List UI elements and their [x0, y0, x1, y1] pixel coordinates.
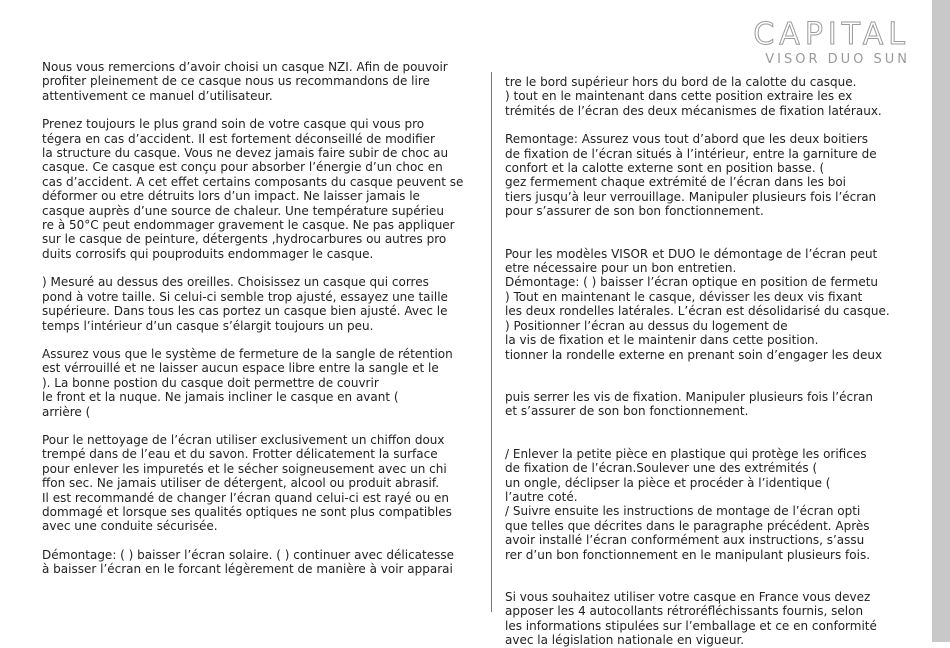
- left-column: [42, 60, 479, 577]
- cleaning-paragraph: Pour le nettoyage de l’écran utiliser exclusivement un chiffon doux trempé dans de l’eau et du savon. Frotter délicatement la surface pour enlever les impuretés et le sécher soigneusement avec un chi ffon sec. Ne jamais utiliser de détergent, alcool ou produit abrasif. Il est recommandé de changer l’écran quand celui-ci est rayé ou en dommagé et lorsque ses qualités optiques ne sont plus compatibles avec une conduite sécurisée.: [42, 432, 452, 534]
- strap-paragraph: Assurez vous que le système de fermeture de la sangle de rétention est vérrouillé et ne laisser aucun espace libre entre la sangle et le ). La bonne postion du casque doit permettre de couvrir le front et la nuque. Ne jamais incliner le casque en avant ( arrière (: [42, 346, 453, 419]
- brand-model: VISOR DUO SUN: [765, 52, 910, 67]
- brand-name: CAPITAL: [753, 17, 910, 52]
- column-divider: [491, 72, 492, 612]
- plastic-piece-paragraph: / Enlever la petite pièce en plastique qui protège les orifices de fixation de l’écran.Soulever une des extrémités ( un ongle, déclipser la pièce et procéder à l’identique ( l’autre coté. / Suivre ensuite les instructions de montage de l’écran opti que telles que décrites dans le paragraphe précédent. Après avoir installé l’écran conformément aux instructions, s’assu rer d’un bon fonctionnement en le manipulant plusieurs fois.: [505, 446, 871, 562]
- dismount-continued-paragraph: tre le bord supérieur hors du bord de la calotte du casque. ) tout en le maintenant dans cette position extraire les ex trémités de l’écran des deux mécanismes de fixation latéraux.: [505, 75, 882, 118]
- brand-logo: [753, 17, 910, 68]
- remount-paragraph: Remontage: Assurez vous tout d’abord que les deux boitiers de fixation de l’écran situés à l’intérieur, entre la garniture de confort et la calotte externe sont en position basse. ( gez fermement chaque extrémité de l’écran dans les boi tiers jusqu’à leur verrouillage. Manipuler plusieurs fois l’écran pour s’assurer de son bon fonctionnement.: [505, 132, 877, 219]
- france-stickers-paragraph: Si vous souhaitez utiliser votre casque en France vous devez apposer les 4 autocollants rétroréfléchissants fournis, selon les informations stipulées sur l’emballage et ce en conformité avec la législation nationale en vigueur.: [505, 589, 877, 648]
- right-column: [505, 75, 903, 648]
- intro-paragraph: Nous vous remercions d’avoir choisi un casque NZI. Afin de pouvoir profiter pleinement de ce casque nous us recommandons de lire attentivement ce manuel d’utilisateur.: [42, 60, 448, 103]
- page-edge-strip: [932, 0, 950, 642]
- fixing-paragraph: puis serrer les vis de fixation. Manipuler plusieurs fois l’écran et s’assurer de son bon fonctionnement.: [505, 389, 873, 419]
- dismount-paragraph: Démontage: ( ) baisser l’écran solaire. ( ) continuer avec délicatesse à baisser l’écran en le forcant légèrement de manière à voir apparai: [42, 547, 455, 577]
- visor-duo-paragraph: Pour les modèles VISOR et DUO le démontage de l’écran peut etre nécessaire pour un bon entretien. Démontage: ( ) baisser l’écran optique en position de fermetu ) Tout en maintenant le casque, dévisser les deux vis fixant les deux rondelles latérales. L’écran est désolidarisé du casque. ) Positionner l’écran au dessus du logement de la vis de fixation et le maintenir dans cette position. tionner la rondelle externe en prenant soin d’engager les deux: [505, 246, 890, 362]
- size-paragraph: ) Mesuré au dessus des oreilles. Choisissez un casque qui corres pond à votre taille. Si celui-ci semble trop ajusté, essayez une taille supérieure. Dans tous les cas portez un casque bien ajusté. Avec le temps l’intérieur d’un casque s’élargit toujours un peu.: [42, 275, 448, 333]
- care-paragraph: Prenez toujours le plus grand soin de votre casque qui vous pro tégera en cas d’accident. Il est fortement déconseillé de modifier la structure du casque. Vous ne devez jamais faire subir de choc au casque. Ce casque est conçu pour absorber l’énergie d’un choc en cas d’accident. A cet effet certains composants du casque peuvent se déformer ou etre détruits lors d’un impact. Ne laisser jamais le casque auprès d’une source de chaleur. Une température supérieu re à 50°C peut endommager gravement le casque. Ne pas appliquer sur le casque de peinture, détergents ,hydrocarbures ou autres pro duits corrosifs qui pouproduits endommager le casque.: [42, 117, 464, 261]
